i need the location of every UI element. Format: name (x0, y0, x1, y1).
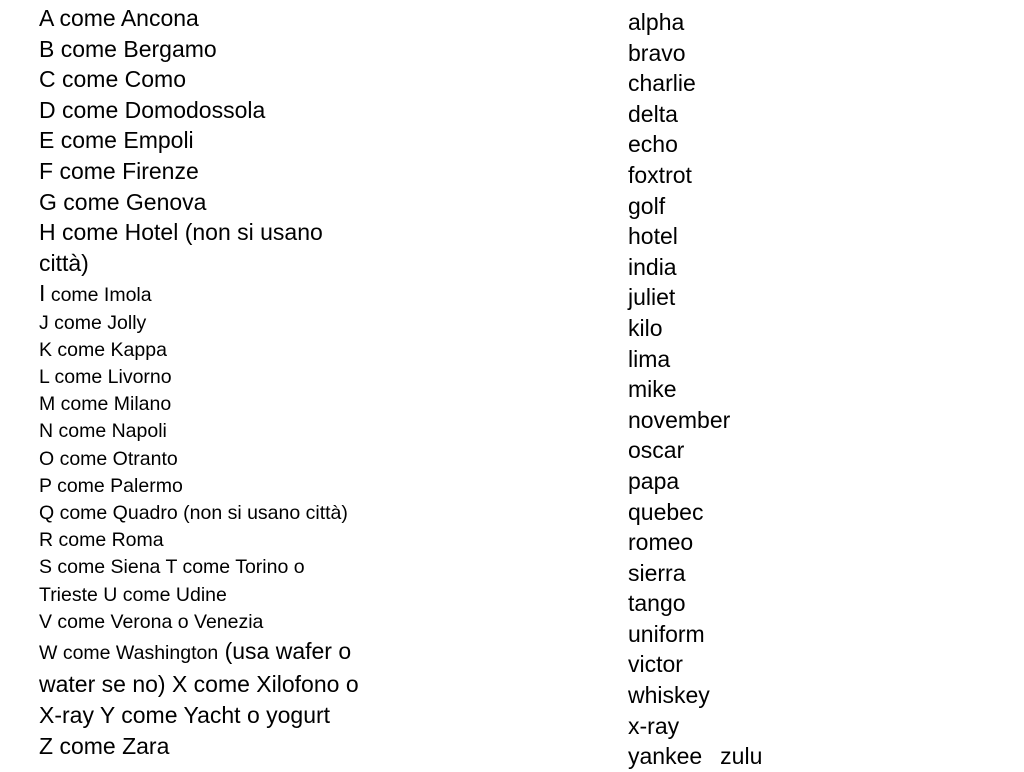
text-line: S come Siena T come Torino o (39, 556, 305, 579)
list-item: charlie (628, 70, 696, 97)
text-line: Z come Zara (39, 732, 170, 759)
text-line: K come Kappa (39, 338, 167, 361)
list-item-pair (628, 741, 928, 772)
list-item: india (628, 253, 677, 280)
text-fragment: W come Washington (39, 641, 219, 664)
list-item: alpha (628, 9, 685, 35)
list-item: tango (628, 590, 686, 617)
italian-spelling-list (39, 3, 409, 761)
list-item: zulu (720, 743, 763, 770)
list-item: lima (628, 345, 671, 372)
list-item: kilo (628, 314, 663, 341)
text-fragment: (usa wafer o (224, 637, 352, 664)
text-line: D come Domodossola (39, 96, 266, 123)
list-item: oscar (628, 437, 685, 464)
text-line: H come Hotel (non si usano (39, 219, 323, 246)
list-item: papa (628, 467, 680, 494)
list-item: x-ray (628, 712, 680, 739)
text-line: F come Firenze (39, 157, 199, 184)
text-fragment: come Imola (50, 284, 152, 307)
text-line: A come Ancona (39, 5, 199, 31)
text-line: O come Otranto (39, 447, 178, 470)
text-line: R come Roma (39, 529, 164, 552)
list-item: delta (628, 100, 678, 127)
text-line (39, 636, 409, 670)
list-item: victor (628, 651, 683, 678)
list-item: sierra (628, 559, 686, 586)
text-line: città) (39, 249, 89, 276)
text-line: V come Verona o Venezia (39, 610, 264, 633)
text-line: E come Empoli (39, 127, 194, 154)
text-line: M come Milano (39, 393, 172, 416)
list-item: hotel (628, 223, 678, 250)
text-line: L come Livorno (39, 365, 172, 388)
text-line: C come Como (39, 66, 186, 93)
list-item: november (628, 406, 731, 433)
text-line: water se no) X come Xilofono o (39, 671, 359, 698)
text-line: P come Palermo (39, 474, 183, 497)
text-line: J come Jolly (39, 311, 147, 334)
list-item: bravo (628, 39, 686, 66)
text-line (39, 278, 409, 309)
list-item: foxtrot (628, 161, 692, 188)
list-item: juliet (628, 284, 676, 311)
list-item: quebec (628, 498, 704, 525)
list-item: golf (628, 192, 666, 219)
text-line: B come Bergamo (39, 35, 217, 62)
text-line: Q come Quadro (non si usano città) (39, 501, 348, 524)
nato-alphabet-list (628, 7, 928, 772)
list-item: romeo (628, 529, 694, 556)
list-item: yankee (628, 743, 703, 770)
list-item: whiskey (628, 682, 710, 709)
text-line: G come Genova (39, 188, 207, 215)
list-item: uniform (628, 620, 705, 647)
text-line: Trieste U come Udine (39, 583, 227, 606)
text-line: N come Napoli (39, 420, 167, 443)
list-item: mike (628, 376, 677, 403)
list-item: echo (628, 131, 678, 158)
text-line: X-ray Y come Yacht o yogurt (39, 702, 331, 729)
letter-i: I (39, 280, 46, 307)
